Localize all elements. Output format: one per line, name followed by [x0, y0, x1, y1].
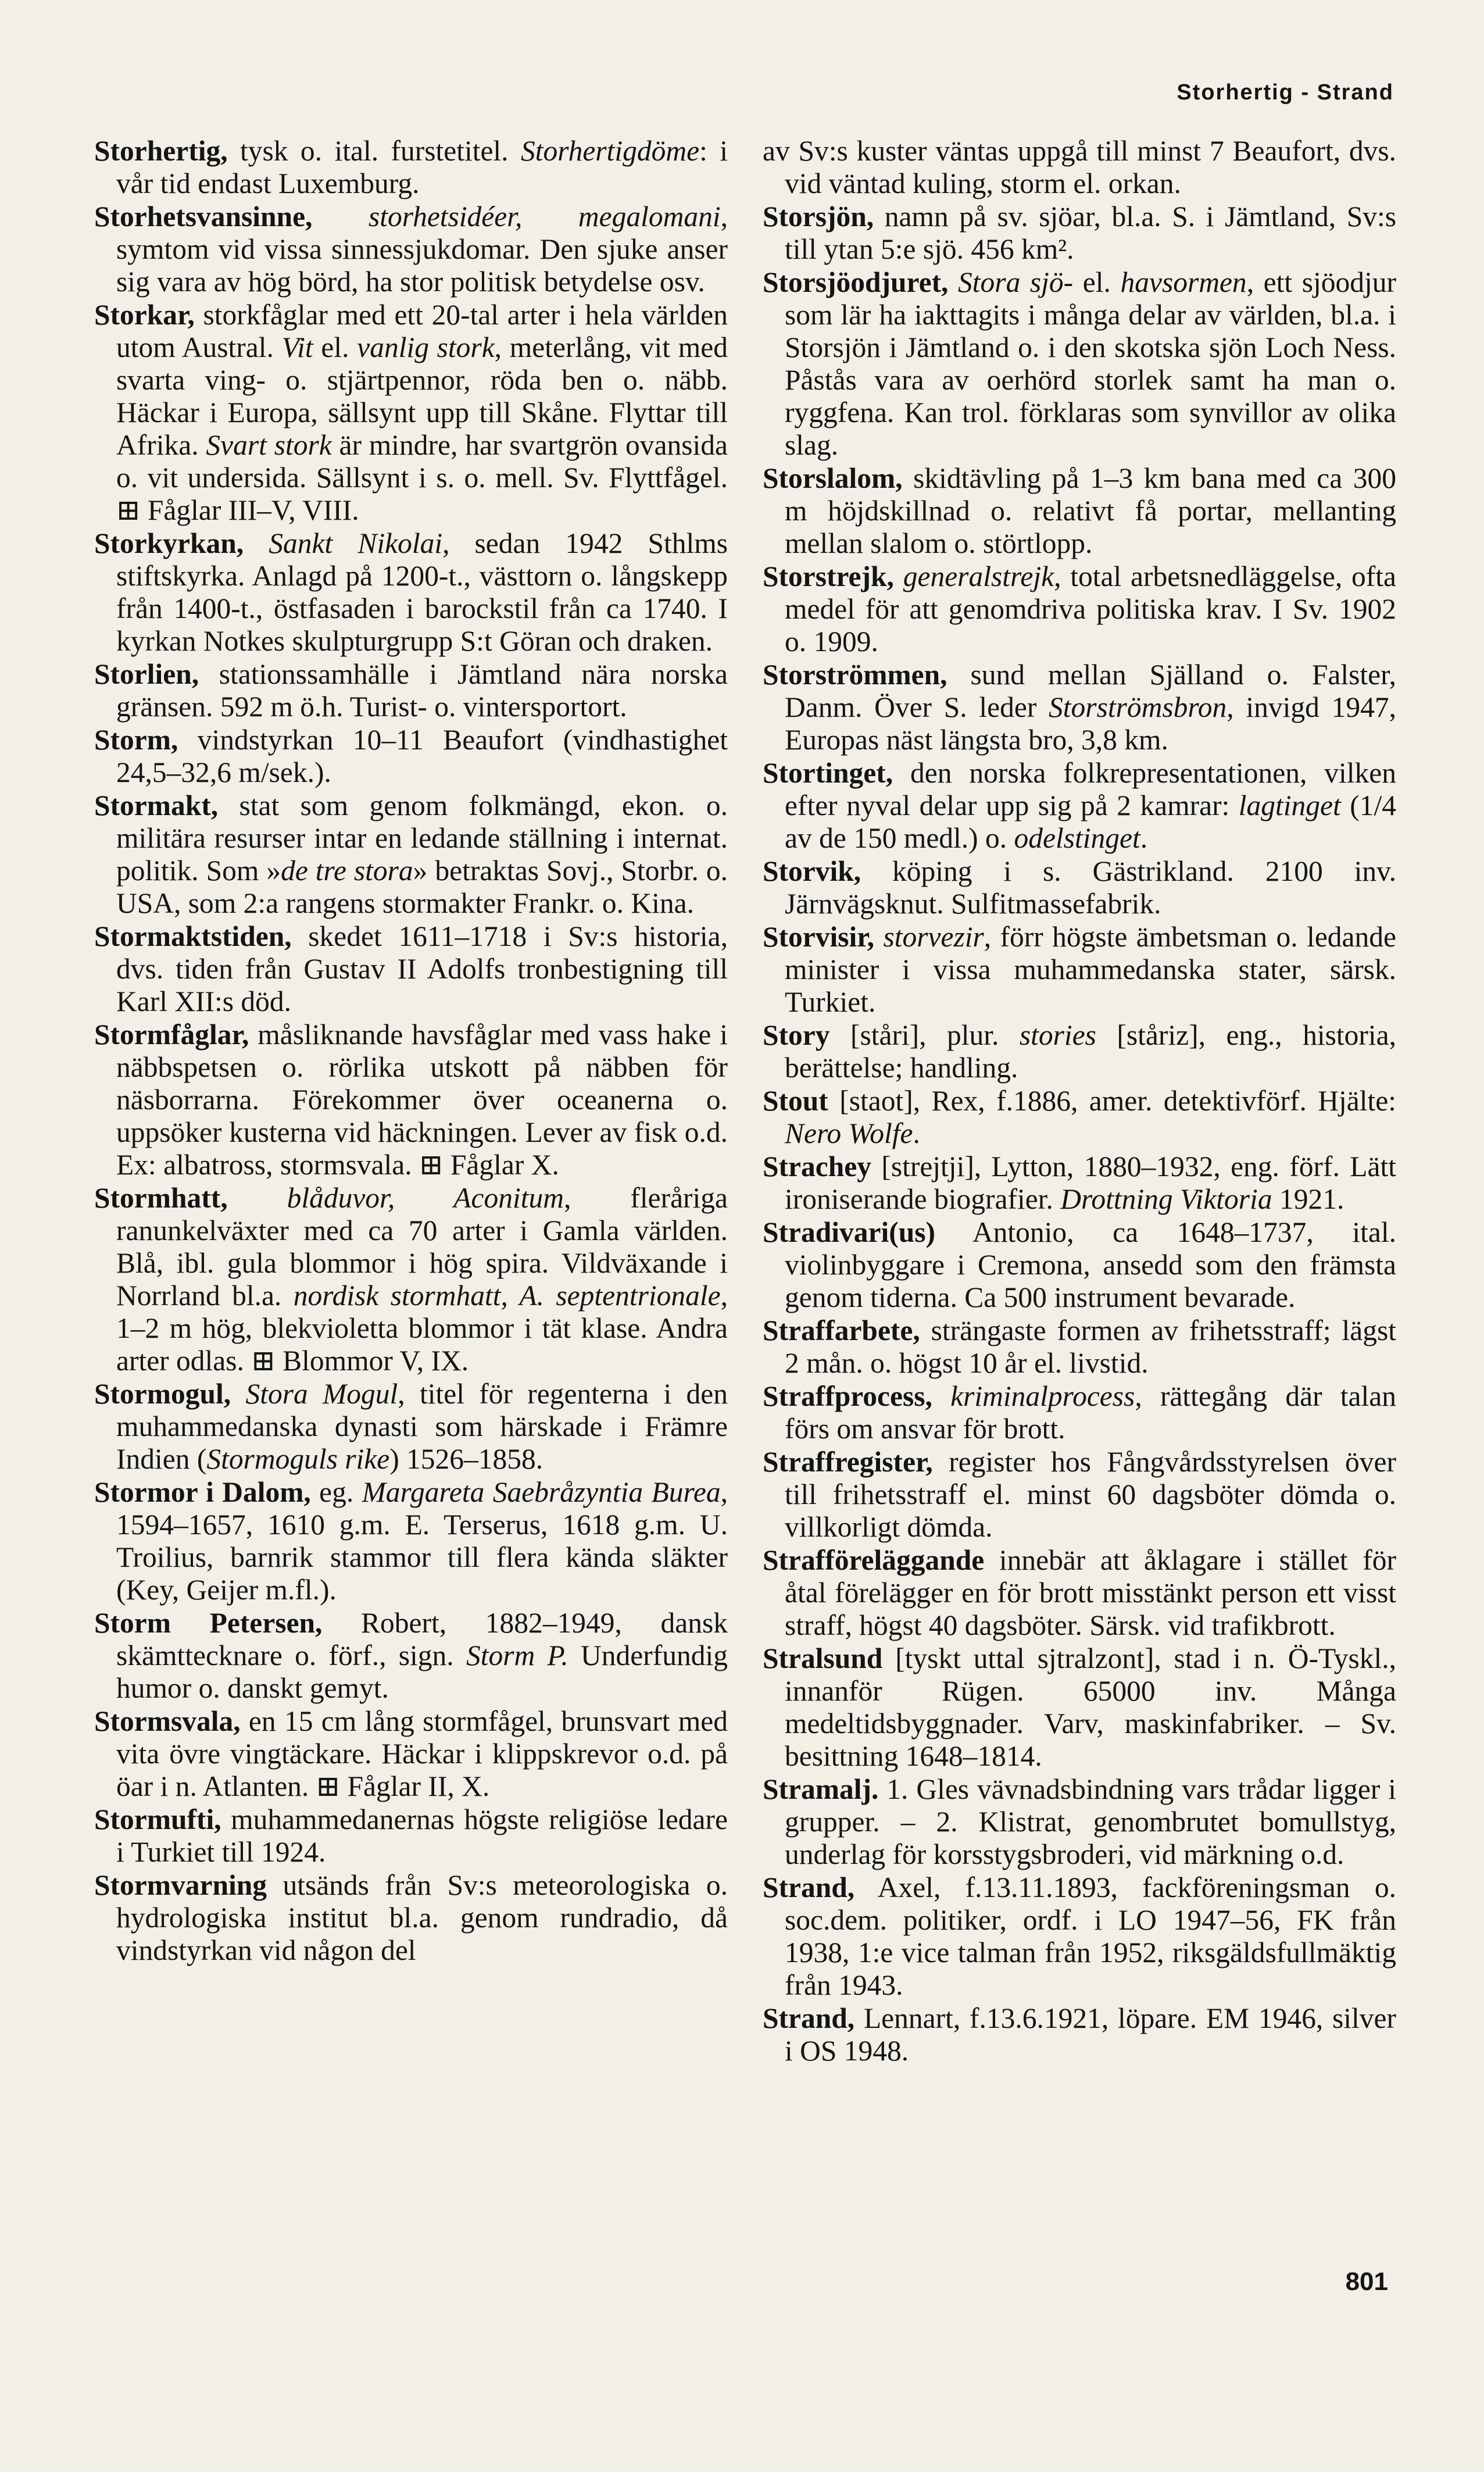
entry-headword: Storstrejk, — [763, 560, 894, 592]
entry-text: utsänds från Sv:s meteorologiska o. hydrologiska institut bl.a. genom rundradio, då vindstyrkan vid någon del — [116, 1869, 728, 1966]
entry-text: blåduvor, Aconitum, fleråriga ranunkelväxter med ca 70 arter i Gamla världen. Blå, ibl. gula blommor i hög spira. Vildväxande i Norrland bl.a. nordisk stormhatt, A. septentrionale, 1–2 m hög, blekvioletta blommor i tät klase. Andra arter odlas. ⊞ Blommor V, IX. — [116, 1182, 728, 1377]
entry-text: [tyskt uttal sjtralzont], stad i n. Ö-Tyskl., innanför Rügen. 65000 inv. Många medeltidsbyggnader. Varv, maskinfabriker. – Sv. besittning 1648–1814. — [785, 1642, 1396, 1772]
dictionary-entry — [94, 724, 728, 789]
entry-text: sund mellan Själland o. Falster, Danm. Över S. leder Storströmsbron, invigd 1947, Europas näst längsta bro, 3,8 km. — [785, 659, 1396, 756]
entry-text: innebär att åklagare i stället för åtal förelägger en för brott misstänkt person ett visst straff, högst 40 dagsböter. Särsk. vid trafikbrott. — [785, 1544, 1396, 1641]
entry-headword: Storslalom, — [763, 462, 903, 494]
entry-text: av Sv:s kuster väntas uppgå till minst 7 Beaufort, dvs. vid väntad kuling, storm el. orkan. — [763, 135, 1396, 199]
entry-headword: Storm Petersen, — [94, 1607, 323, 1639]
page-number: 801 — [1345, 2267, 1388, 2296]
entry-text: vindstyrkan 10–11 Beaufort (vindhastighet 24,5–32,6 m/sek.). — [116, 724, 728, 788]
entry-text: [staot], Rex, f.1886, amer. detektivförf. Hjälte: Nero Wolfe. — [785, 1085, 1396, 1149]
dictionary-entry — [763, 1871, 1396, 2002]
entry-headword: Stormvarning — [94, 1869, 267, 1901]
dictionary-entry — [763, 201, 1396, 266]
dictionary-entry — [763, 659, 1396, 756]
entry-text: storvezir, förr högste ämbetsman o. ledande minister i vissa muhammedanska stater, särsk. Turkiet. — [785, 921, 1396, 1018]
entry-headword: Strafföreläggande — [763, 1544, 985, 1576]
entry-text: Sankt Nikolai, sedan 1942 Sthlms stiftskyrka. Anlagd på 1200-t., västtorn o. långskepp från 1400-t., östfasaden i barockstil från ca 1740. I kyrkan Notkes skulpturgrupp S:t Göran och draken. — [116, 527, 728, 657]
entry-headword: Stramalj. — [763, 1773, 879, 1805]
entry-text: Stora Mogul, titel för regenterna i den muhammedanska dynasti som härskade i Främre Indien (Stormoguls rike) 1526–1858. — [116, 1378, 728, 1475]
entry-headword: Storvik, — [763, 855, 861, 887]
entry-text: eg. Margareta Saebråzyntia Burea, 1594–1657, 1610 g.m. E. Terserus, 1618 g.m. U. Troilius, barnrik stammor till flera kända släkter (Key, Geijer m.fl.). — [116, 1476, 728, 1606]
running-head: Storhertig - Strand — [1177, 80, 1394, 105]
entry-headword: Storsjöodjuret, — [763, 266, 949, 298]
entry-text: muhammedanernas högste religiöse ledare i Turkiet till 1924. — [116, 1803, 728, 1868]
left-column — [94, 135, 728, 1967]
dictionary-entry — [94, 658, 728, 723]
entry-text: [ståri], plur. stories [ståriz], eng., historia, berättelse; handling. — [785, 1019, 1397, 1084]
entry-headword: Stormakt, — [94, 790, 219, 821]
entry-text: [strejtji], Lytton, 1880–1932, eng. förf. Lätt ironiserande biografier. Drottning Viktoria 1921. — [785, 1151, 1396, 1215]
entry-headword: Straffprocess, — [763, 1380, 932, 1412]
dictionary-entry — [763, 1085, 1396, 1150]
dictionary-entry — [94, 1869, 728, 1967]
entry-text: storkfåglar med ett 20-tal arter i hela världen utom Austral. Vit el. vanlig stork, meterlång, vit med svarta ving- o. stjärtpennor, röda ben o. näbb. Häckar i Europa, sällsynt upp till Skåne. Flyttar till Afrika. Svart stork är mindre, har svartgrön ovansida o. vit undersida. Sällsynt i s. o. mell. Sv. Flyttfågel. ⊞ Fåglar III–V, VIII. — [116, 299, 728, 526]
dictionary-entry — [763, 855, 1396, 920]
entry-headword: Stormsvala, — [94, 1705, 241, 1737]
entry-text: köping i s. Gästrikland. 2100 inv. Järnvägsknut. Sulfitmassefabrik. — [785, 855, 1396, 920]
dictionary-entry — [94, 1378, 728, 1476]
dictionary-entry — [763, 1216, 1396, 1314]
entry-text: stat som genom folkmängd, ekon. o. militära resurser intar en ledande ställning i internat. politik. Som »de tre stora» betraktas Sovj., Storbr. o. USA, som 2:a rangens stormakter Frankr. o. Kina. — [116, 790, 728, 919]
entry-headword: Straffregister, — [763, 1446, 933, 1478]
dictionary-entry — [94, 201, 728, 298]
entry-headword: Stormogul, — [94, 1378, 231, 1410]
dictionary-entry — [94, 1607, 728, 1705]
entry-headword: Stormfåglar, — [94, 1019, 249, 1051]
entry-text: generalstrejk, total arbetsnedläggelse, ofta medel för att genomdriva politiska krav. I Sv. 1902 o. 1909. — [785, 560, 1397, 658]
entry-text: skedet 1611–1718 i Sv:s historia, dvs. tiden från Gustav II Adolfs tronbestigning till Karl XII:s död. — [116, 920, 728, 1017]
dictionary-entry — [94, 1803, 728, 1869]
dictionary-entry — [763, 1642, 1396, 1773]
entry-headword: Stormor i Dalom, — [94, 1476, 311, 1508]
entry-text: Lennart, f.13.6.1921, löpare. EM 1946, silver i OS 1948. — [785, 2002, 1396, 2067]
entry-headword: Stortinget, — [763, 757, 893, 789]
dictionary-entry — [763, 757, 1396, 855]
entry-headword: Storsjön, — [763, 201, 874, 233]
right-column — [763, 135, 1396, 2068]
dictionary-entry — [763, 1544, 1396, 1642]
dictionary-entry — [94, 1476, 728, 1606]
entry-headword: Stout — [763, 1085, 828, 1117]
entry-headword: Straffarbete, — [763, 1314, 920, 1346]
dictionary-entry — [763, 135, 1396, 200]
dictionary-entry — [763, 560, 1396, 658]
entry-text: Robert, 1882–1949, dansk skämttecknare o. förf., sign. Storm P. Underfundig humor o. danskt gemyt. — [116, 1607, 728, 1704]
entry-text: storhetsidéer, megalomani, symtom vid vissa sinnessjukdomar. Den sjuke anser sig vara av hög börd, ha stor politisk betydelse osv. — [116, 201, 728, 298]
entry-headword: Stralsund — [763, 1642, 883, 1674]
entry-headword: Strand, — [763, 1871, 855, 1903]
entry-text: måsliknande havsfåglar med vass hake i näbbspetsen o. rörlika utskott på näbben för näsborrarna. Förekommer över oceanerna o. uppsöker kusterna vid häckningen. Lever av fisk o.d. Ex: albatross, stormsvala. ⊞ Fåglar X. — [116, 1019, 728, 1181]
entry-text: kriminalprocess, rättegång där talan förs om ansvar för brott. — [785, 1380, 1397, 1445]
dictionary-entry — [763, 1446, 1396, 1544]
entry-text: Antonio, ca 1648–1737, ital. violinbyggare i Cremona, ansedd som den främsta genom tiderna. Ca 500 instrument bevarade. — [785, 1216, 1396, 1313]
entry-headword: Storkar, — [94, 299, 195, 331]
dictionary-entry — [94, 920, 728, 1018]
dictionary-entry — [94, 1019, 728, 1181]
entry-headword: Storlien, — [94, 658, 199, 690]
entry-headword: Storkyrkan, — [94, 527, 244, 559]
dictionary-entry — [763, 1151, 1396, 1216]
dictionary-entry — [94, 135, 728, 200]
entry-headword: Storm, — [94, 724, 178, 756]
dictionary-entry — [763, 1773, 1396, 1871]
entry-text: en 15 cm lång stormfågel, brunsvart med vita övre vingtäckare. Häckar i klippskrevor o.d. på öar i n. Atlanten. ⊞ Fåglar II, X. — [116, 1705, 728, 1802]
entry-text: tysk o. ital. furstetitel. Storhertigdöme: i vår tid endast Luxemburg. — [116, 135, 728, 199]
dictionary-entry — [763, 266, 1396, 462]
dictionary-entry — [94, 527, 728, 658]
dictionary-entry — [763, 921, 1396, 1019]
entry-headword: Storhertig, — [94, 135, 228, 167]
entry-headword: Storhetsvansinne, — [94, 201, 313, 233]
dictionary-entry — [94, 299, 728, 527]
entry-headword: Storströmmen, — [763, 659, 947, 691]
entry-headword: Stormhatt, — [94, 1182, 228, 1214]
entry-headword: Strachey — [763, 1151, 871, 1183]
entry-text: Stora sjö- el. havsormen, ett sjöodjur som lär ha iakttagits i många delar av världen, bl.a. i Storsjön i Jämtland o. i den skotska sjön Loch Ness. Påstås vara av oerhörd storlek samt ha man o. ryggfena. Kan trol. förklaras som synvillor av olika slag. — [785, 266, 1396, 461]
entry-text: 1. Gles vävnadsbindning vars trådar ligger i grupper. – 2. Klistrat, genombrutet bomullstyg, underlag för korsstygsbroderi, vid märkning o.d. — [785, 1773, 1396, 1870]
entry-text: den norska folkrepresentationen, vilken efter nyval delar upp sig på 2 kamrar: lagtinget (1/4 av de 150 medl.) o. odelstinget. — [785, 757, 1396, 854]
dictionary-entry — [763, 1380, 1396, 1445]
dictionary-entry — [94, 1182, 728, 1377]
dictionary-entry — [763, 1314, 1396, 1380]
entry-text: register hos Fångvårdsstyrelsen över till frihetsstraff el. minst 60 dagsböter dömda o. villkorligt dömda. — [785, 1446, 1396, 1543]
entry-headword: Story — [763, 1019, 830, 1051]
dictionary-entry — [763, 1019, 1396, 1084]
dictionary-entry — [763, 462, 1396, 560]
entry-headword: Stradivari(us) — [763, 1216, 935, 1248]
dictionary-entry — [94, 1705, 728, 1803]
dictionary-entry — [763, 2002, 1396, 2067]
entry-text: strängaste formen av frihetsstraff; lägst 2 mån. o. högst 10 år el. livstid. — [785, 1314, 1396, 1379]
entry-headword: Storvisir, — [763, 921, 875, 953]
entry-text: Axel, f.13.11.1893, fackföreningsman o. soc.dem. politiker, ordf. i LO 1947–56, FK från 1938, 1:e vice talman från 1952, riksgäldsfullmäktig från 1943. — [785, 1871, 1396, 2001]
entry-headword: Strand, — [763, 2002, 855, 2034]
entry-headword: Stormufti, — [94, 1803, 221, 1835]
entry-text: skidtävling på 1–3 km bana med ca 300 m höjdskillnad o. relativt få portar, mellanting mellan slalom o. störtlopp. — [785, 462, 1396, 559]
entry-text: stationssamhälle i Jämtland nära norska gränsen. 592 m ö.h. Turist- o. vintersportort. — [116, 658, 728, 723]
dictionary-entry — [94, 790, 728, 920]
entry-headword: Stormaktstiden, — [94, 920, 292, 952]
entry-text: namn på sv. sjöar, bl.a. S. i Jämtland, Sv:s till ytan 5:e sjö. 456 km². — [785, 201, 1396, 265]
